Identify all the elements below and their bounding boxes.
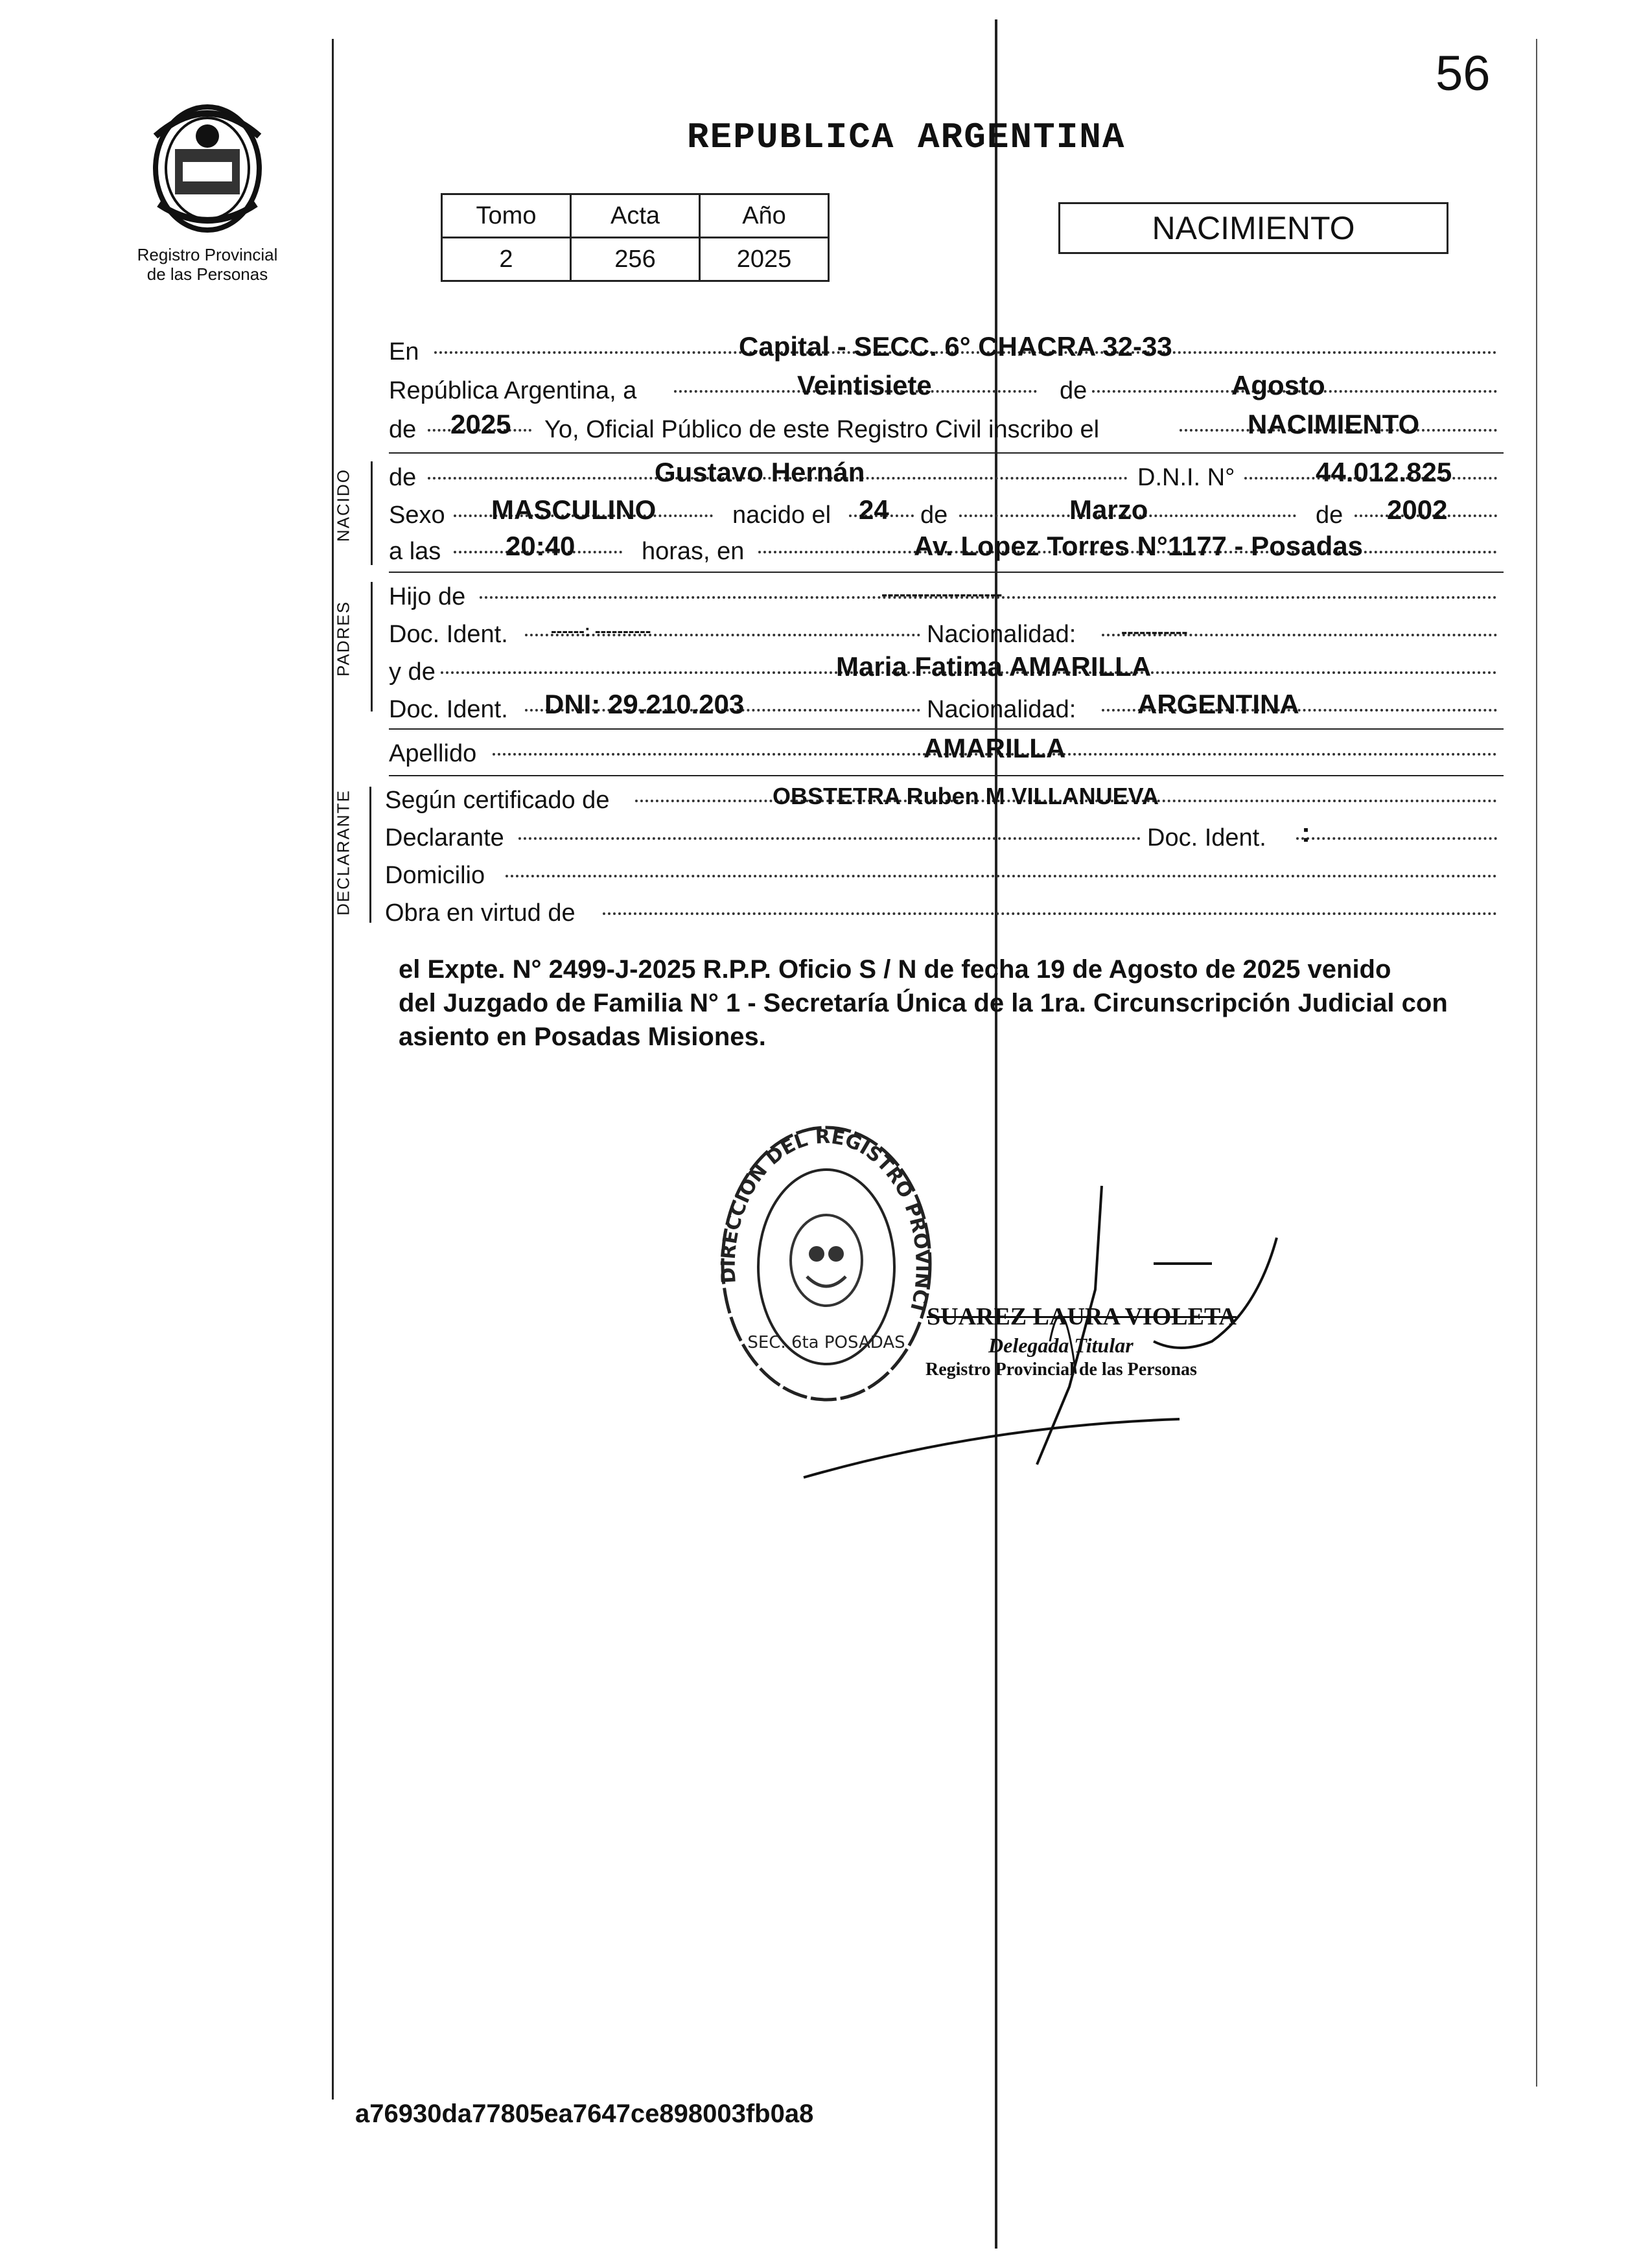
table-header-tomo: Tomo — [442, 194, 571, 238]
separator-declarante — [389, 775, 1504, 776]
table-value-acta: 256 — [571, 238, 700, 281]
nac1-label: Nacionalidad: — [927, 621, 1076, 648]
hora-value: 20:40 — [506, 531, 576, 561]
anio-value: 2002 — [1387, 494, 1448, 525]
decl-doc-value: : — [1301, 817, 1310, 848]
nacido-de-label3: de — [1316, 502, 1343, 529]
record-type-box: NACIMIENTO — [1058, 202, 1448, 254]
day-value: Veintisiete — [797, 370, 932, 400]
declarante-label: Declarante — [385, 824, 504, 851]
observation-line1: el Expte. N° 2499-J-2025 R.P.P. Oficio S / N de fecha 19 de Agosto de 2025 venido — [399, 955, 1391, 984]
right-margin-line — [1536, 39, 1537, 2087]
row-obra — [385, 897, 1504, 929]
separator-padres — [389, 572, 1504, 573]
registry-label-line1: Registro Provincial — [137, 245, 278, 264]
decl-doc-label: Doc. Ident. — [1147, 824, 1266, 851]
domicilio-dots — [506, 875, 1497, 877]
doc1-value: ------: ---------- — [551, 621, 651, 640]
yde-label: y de — [389, 658, 436, 686]
row-nacido-nombre — [389, 457, 1504, 494]
row-doc2 — [389, 689, 1504, 726]
nac2-label: Nacionalidad: — [927, 696, 1076, 723]
row-inscribe — [389, 409, 1504, 446]
year-value: 2025 — [450, 409, 511, 439]
doc1-label: Doc. Ident. — [389, 621, 508, 648]
dni-label: D.N.I. N° — [1137, 464, 1235, 491]
doc2-value: DNI: 29.210.203 — [544, 689, 745, 719]
place-value: Av. Lopez Torres N°1177 - Posadas — [914, 531, 1363, 561]
nacido-el-label: nacido el — [732, 502, 831, 529]
brace-nacido — [371, 461, 380, 565]
country-title: REPUBLICA ARGENTINA — [687, 117, 1126, 158]
seal-ring-textpath: DIRECCION DEL REGISTRO PROVINCI — [717, 1125, 934, 1314]
separator-nacido — [389, 452, 1504, 454]
row-fecha — [389, 370, 1504, 407]
row-declarante — [385, 817, 1504, 854]
separator-apellido — [389, 728, 1504, 730]
dni-value: 44.012.825 — [1316, 457, 1452, 487]
hijo-value: -------------------- — [881, 584, 1003, 604]
nombre-value: Gustavo Hernán — [655, 457, 865, 487]
nac2-value: ARGENTINA — [1137, 689, 1299, 719]
statement: Yo, Oficial Público de este Registro Civil inscribo el — [544, 416, 1100, 443]
sexo-value: MASCULINO — [491, 494, 657, 525]
signature-office: Registro Provincial de las Personas — [925, 1360, 1197, 1380]
signature-title: Delegada Titular — [988, 1334, 1134, 1357]
row-hijo — [389, 581, 1504, 613]
table-value-anio: 2025 — [700, 238, 829, 281]
nacido-de-label2: de — [920, 502, 948, 529]
year-prefix: de — [389, 416, 417, 443]
signature-name: SUAREZ LAURA VIOLETA — [927, 1303, 1237, 1330]
table-header-acta: Acta — [571, 194, 700, 238]
table-header-anio: Año — [700, 194, 829, 238]
row-nacido-sexo — [389, 494, 1504, 531]
declarante-dots — [518, 837, 1141, 840]
month-value: Agosto — [1231, 370, 1325, 400]
doc2-label: Doc. Ident. — [389, 696, 508, 723]
nacido-de-label: de — [389, 464, 417, 491]
obra-label: Obra en virtud de — [385, 899, 576, 927]
observation-line2: del Juzgado de Familia N° 1 - Secretaría Única de la 1ra. Circunscripción Judicial con — [399, 989, 1448, 1017]
observation-line3: asiento en Posadas Misiones. — [399, 1023, 766, 1051]
cert-label: Según certificado de — [385, 787, 610, 814]
province-emblem — [143, 97, 272, 240]
row-nacido-hora — [389, 531, 1504, 568]
page-number: 56 — [1436, 46, 1491, 101]
hora-label: a las — [389, 538, 441, 565]
en-label: En — [389, 338, 419, 365]
nac1-value: ----------- — [1121, 621, 1188, 642]
brace-declarante — [369, 787, 379, 923]
de-label: de — [1060, 377, 1087, 404]
section-label-nacido: NACIDO — [333, 468, 353, 542]
country-label: República Argentina, a — [389, 377, 637, 404]
row-certificado — [385, 783, 1504, 816]
row-doc1 — [389, 618, 1504, 651]
domicilio-label: Domicilio — [385, 862, 485, 889]
decl-doc-dots — [1296, 837, 1497, 840]
section-label-declarante: DECLARANTE — [333, 789, 353, 916]
hijo-label: Hijo de — [389, 583, 466, 610]
seal-center-text: SEC. 6ta POSADAS — [747, 1333, 905, 1352]
madre-value: Maria Fatima AMARILLA — [836, 651, 1152, 682]
row-domicilio — [385, 859, 1504, 892]
table-value-tomo: 2 — [442, 238, 571, 281]
sexo-label: Sexo — [389, 502, 445, 529]
mes-value: Marzo — [1069, 494, 1148, 525]
apellido-label: Apellido — [389, 740, 477, 767]
row-en — [389, 331, 1504, 368]
registry-label — [117, 245, 298, 284]
section-label-padres: PADRES — [333, 601, 353, 677]
obra-dots — [603, 912, 1497, 915]
cert-value: OBSTETRA Ruben M VILLANUEVA — [773, 783, 1159, 809]
row-apellido — [389, 733, 1504, 770]
dia-value: 24 — [859, 494, 889, 525]
row-madre — [389, 651, 1504, 688]
left-margin-line — [332, 39, 334, 2100]
registry-label-line2: de las Personas — [146, 264, 268, 284]
inscribe-value: NACIMIENTO — [1248, 409, 1420, 439]
apellido-value: AMARILLA — [924, 733, 1066, 763]
observation-block — [399, 953, 1448, 1054]
en-value: Capital - SECC. 6° CHACRA 32-33 — [739, 331, 1172, 362]
record-table — [441, 193, 830, 282]
horas-label: horas, en — [642, 538, 745, 565]
brace-padres — [371, 582, 380, 712]
document-hash: a76930da77805ea7647ce898003fb0a8 — [355, 2100, 814, 2128]
